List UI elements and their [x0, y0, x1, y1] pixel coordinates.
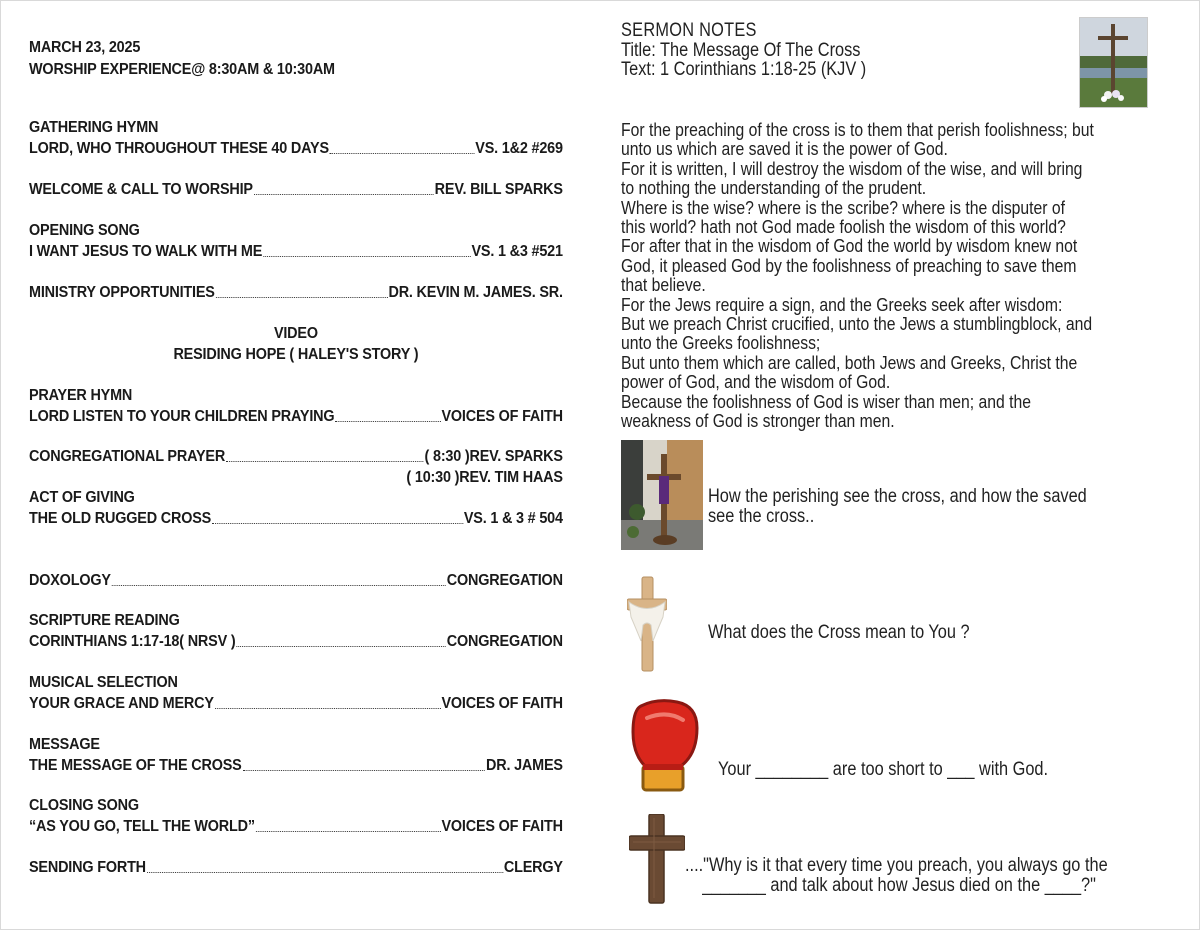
item-title: I WANT JESUS TO WALK WITH ME	[29, 243, 263, 260]
video-title: RESIDING HOPE ( HALEY'S STORY )	[173, 346, 419, 363]
note-line: How the perishing see the cross, and how the saved	[708, 486, 1087, 507]
item-leader: VOICES OF FAITH	[441, 695, 563, 712]
program-item-welcome	[29, 179, 563, 200]
item-heading: PRAYER HYMN	[29, 387, 133, 404]
program-item-act-of-giving	[29, 487, 563, 529]
item-leader: VS. 1 & 3 # 504	[463, 510, 563, 527]
sanctuary-cross-photo	[621, 440, 703, 550]
scripture-line: that believe.	[621, 274, 706, 296]
item-title: WELCOME & CALL TO WORSHIP	[29, 181, 253, 198]
item-title: CORINTHIANS 1:17-18( NRSV )	[29, 633, 236, 650]
program-item-video	[29, 323, 563, 365]
service-date: MARCH 23, 2025	[29, 39, 141, 56]
scripture-line: unto the Greeks foolishness;	[621, 332, 821, 354]
item-leader: CLERGY	[503, 859, 563, 876]
item-title: MINISTRY OPPORTUNITIES	[29, 284, 215, 301]
program-item-ministry	[29, 282, 563, 303]
scripture-line: For the Jews require a sign, and the Greeks seek after wisdom:	[621, 293, 1063, 315]
leader-dots	[335, 420, 440, 422]
program-item-message	[29, 734, 563, 776]
scripture-line: to nothing the understanding of the prudent.	[621, 177, 927, 199]
item-leader: VS. 1&2 #269	[475, 140, 563, 157]
item-leader: DR. KEVIN M. JAMES. SR.	[388, 284, 563, 301]
leader-dots	[215, 707, 441, 709]
program-item-sending-forth	[29, 857, 563, 878]
item-leader-second: ( 10:30 )REV. TIM HAAS	[406, 469, 563, 486]
order-of-worship	[29, 37, 563, 876]
scripture-line: God, it pleased God by the foolishness of preaching to save them	[621, 254, 1077, 276]
sermon-text: Text: 1 Corinthians 1:18-25 (KJV )	[621, 59, 867, 80]
wooden-cross-icon	[629, 814, 685, 904]
leader-dots	[236, 645, 445, 647]
item-leader: ( 8:30 )REV. SPARKS	[424, 448, 563, 465]
scripture-line: For the preaching of the cross is to them that perish foolishness; but	[621, 119, 1094, 140]
item-heading: MUSICAL SELECTION	[29, 674, 178, 691]
note-line: _______ and talk about how Jesus died on the ____?"	[702, 875, 1096, 896]
leader-dots	[243, 769, 486, 771]
item-title: CONGREGATIONAL PRAYER	[29, 448, 226, 465]
program-item-opening-song	[29, 220, 563, 262]
note-line: ...."Why is it that every time you preach, you always go the	[685, 855, 1108, 876]
leader-dots	[226, 460, 424, 462]
program-item-musical-selection	[29, 672, 563, 714]
scripture-passage	[621, 120, 1165, 431]
item-title: THE OLD RUGGED CROSS	[29, 510, 212, 527]
item-heading: OPENING SONG	[29, 222, 140, 239]
item-leader: REV. BILL SPARKS	[434, 181, 563, 198]
item-title: THE MESSAGE OF THE CROSS	[29, 757, 242, 774]
scripture-line: But we preach Christ crucified, unto the Jews a stumblingblock, and	[621, 313, 1093, 335]
leader-dots	[147, 871, 503, 873]
note-fill-in-blank: Your ________ are too short to ___ with God.	[718, 759, 1049, 780]
item-heading: SCRIPTURE READING	[29, 612, 180, 629]
item-title: “AS YOU GO, TELL THE WORLD”	[29, 818, 255, 835]
item-leader: CONGREGATION	[446, 633, 563, 650]
leader-dots	[254, 193, 434, 195]
program-item-closing-song	[29, 795, 563, 837]
leader-dots	[263, 255, 470, 257]
note-line: see the cross..	[708, 506, 815, 527]
scripture-line: But unto them which are called, both Jews and Greeks, Christ the	[621, 351, 1078, 373]
item-title: LORD, WHO THROUGHOUT THESE 40 DAYS	[29, 140, 329, 157]
scripture-line: power of God, and the wisdom of God.	[621, 371, 891, 393]
leader-dots	[212, 522, 463, 524]
leader-dots	[256, 830, 441, 832]
program-item-gathering-hymn	[29, 117, 563, 159]
scripture-line: Where is the wise? where is the scribe? where is the disputer of	[621, 196, 1066, 218]
note-cross-meaning: What does the Cross mean to You ?	[708, 622, 970, 643]
item-title: DOXOLOGY	[29, 572, 111, 589]
item-heading: GATHERING HYMN	[29, 119, 159, 136]
scripture-line: unto us which are saved it is the power of God.	[621, 138, 948, 160]
item-leader: CONGREGATION	[446, 572, 563, 589]
note-preaching-question	[685, 856, 1108, 896]
item-title: SENDING FORTH	[29, 859, 146, 876]
program-item-scripture-reading	[29, 610, 563, 652]
item-heading: CLOSING SONG	[29, 797, 139, 814]
video-heading: VIDEO	[273, 325, 318, 342]
sermon-title: Title: The Message Of The Cross	[621, 40, 861, 61]
item-leader: VOICES OF FAITH	[441, 818, 563, 835]
scripture-line: For after that in the wisdom of God the world by wisdom knew not	[621, 235, 1078, 257]
program-item-congregational-prayer	[29, 446, 563, 488]
service-header	[29, 37, 526, 81]
scripture-line: this world? hath not God made foolish the wisdom of this world?	[621, 216, 1066, 238]
sermon-notes	[621, 20, 1181, 896]
shroud-cross-icon	[627, 575, 667, 673]
boxing-glove-icon	[627, 698, 703, 798]
note-perishing-saved	[708, 487, 1087, 527]
item-heading: ACT OF GIVING	[29, 489, 135, 506]
program-item-doxology	[29, 570, 563, 591]
scripture-line: For it is written, I will destroy the wisdom of the wise, and will bring	[621, 157, 1083, 179]
item-leader: DR. JAMES	[485, 757, 563, 774]
item-leader: VOICES OF FAITH	[441, 408, 563, 425]
leader-dots	[330, 152, 475, 154]
leader-dots	[112, 584, 446, 586]
item-title: YOUR GRACE AND MERCY	[29, 695, 214, 712]
cross-photo	[1079, 17, 1148, 108]
item-leader: VS. 1 &3 #521	[471, 243, 563, 260]
leader-dots	[216, 296, 388, 298]
scripture-line: Because the foolishness of God is wiser than men; and the	[621, 390, 1031, 412]
service-times: WORSHIP EXPERIENCE@ 8:30AM & 10:30AM	[29, 61, 335, 78]
item-heading: MESSAGE	[29, 736, 100, 753]
sermon-notes-heading: SERMON NOTES	[621, 20, 757, 41]
program-item-prayer-hymn	[29, 385, 563, 427]
scripture-line: weakness of God is stronger than men.	[621, 410, 895, 432]
item-title: LORD LISTEN TO YOUR CHILDREN PRAYING	[29, 408, 335, 425]
